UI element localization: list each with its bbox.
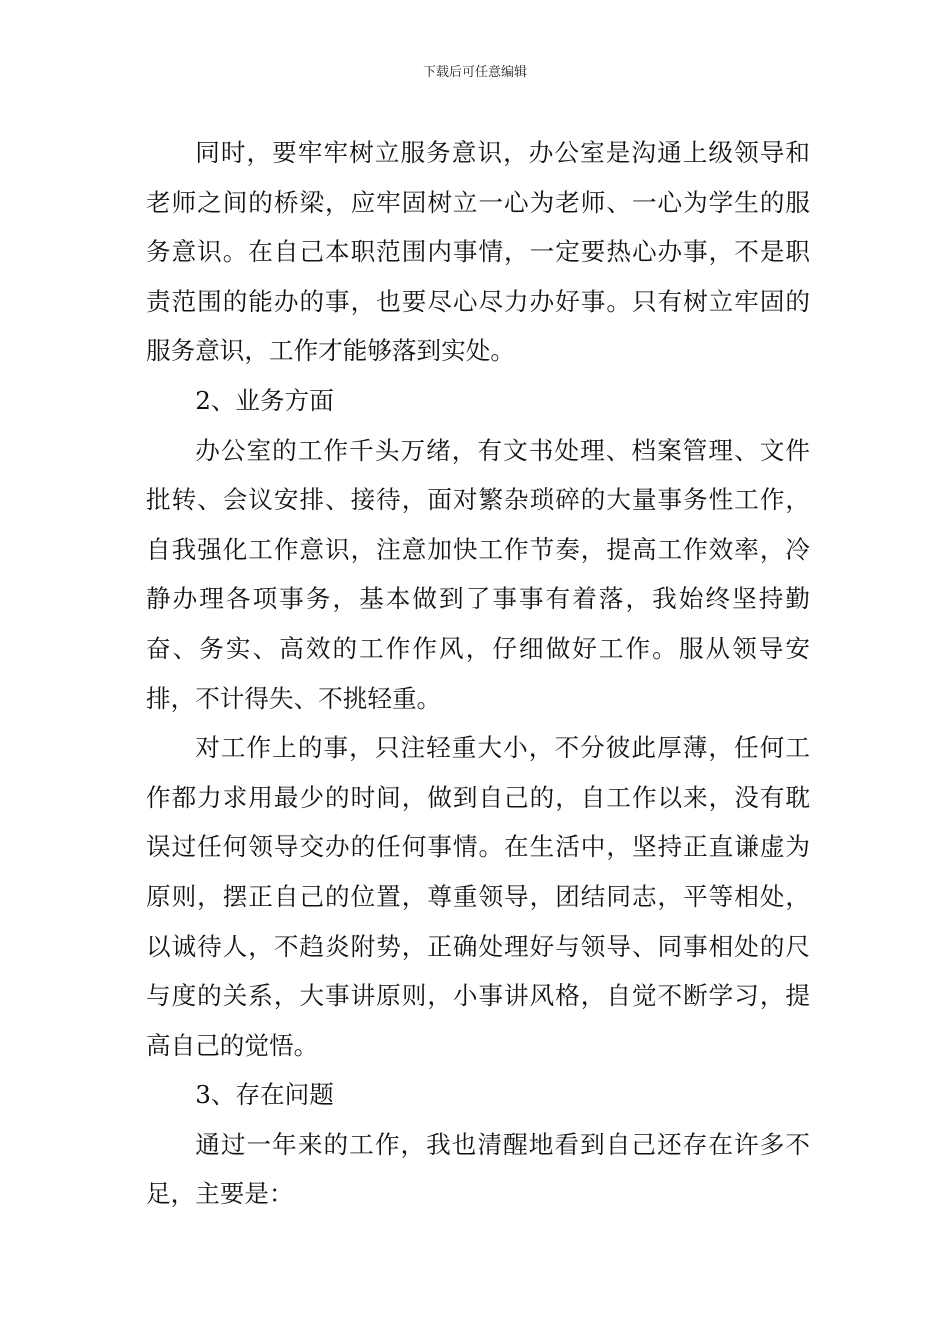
paragraph-service-awareness: 同时，要牢牢树立服务意识，办公室是沟通上级领导和老师之间的桥梁，应牢固树立一心为老师、一心为学生的服务意识。在自己本职范围内事情，一定要热心办事，不是职责范围的能办的事，也要尽心尽力办好事。只有树立牢固的服务意识，工作才能够落到实处。 <box>146 138 810 366</box>
document-body <box>146 128 810 1219</box>
paragraph-work-attitude: 对工作上的事，只注轻重大小，不分彼此厚薄，任何工作都力求用最少的时间，做到自己的，自工作以来，没有耽误过任何领导交办的任何事情。在生活中，坚持正直谦虚为原则，摆正自己的位置，尊重领导，团结同志，平等相处，以诚待人，不趋炎附势，正确处理好与领导、同事相处的尺与度的关系，大事讲原则，小事讲风格，自觉不断学习，提高自己的觉悟。 <box>146 733 810 1060</box>
paragraph-shortcomings: 通过一年来的工作，我也清醒地看到自己还存在许多不足，主要是： <box>146 1129 810 1209</box>
page-header-note: 下载后可任意编辑 <box>422 65 527 80</box>
section-heading-problems: 3、存在问题 <box>195 1080 334 1110</box>
section-heading-business: 2、业务方面 <box>195 385 334 415</box>
paragraph-office-work: 办公室的工作千头万绪，有文书处理、档案管理、文件批转、会议安排、接待，面对繁杂琐碎的大量事务性工作，自我强化工作意识，注意加快工作节奏，提高工作效率，冷静办理各项事务，基本做到了事事有着落，我始终坚持勤奋、务实、高效的工作作风，仔细做好工作。服从领导安排，不计得失、不挑轻重。 <box>146 435 810 713</box>
